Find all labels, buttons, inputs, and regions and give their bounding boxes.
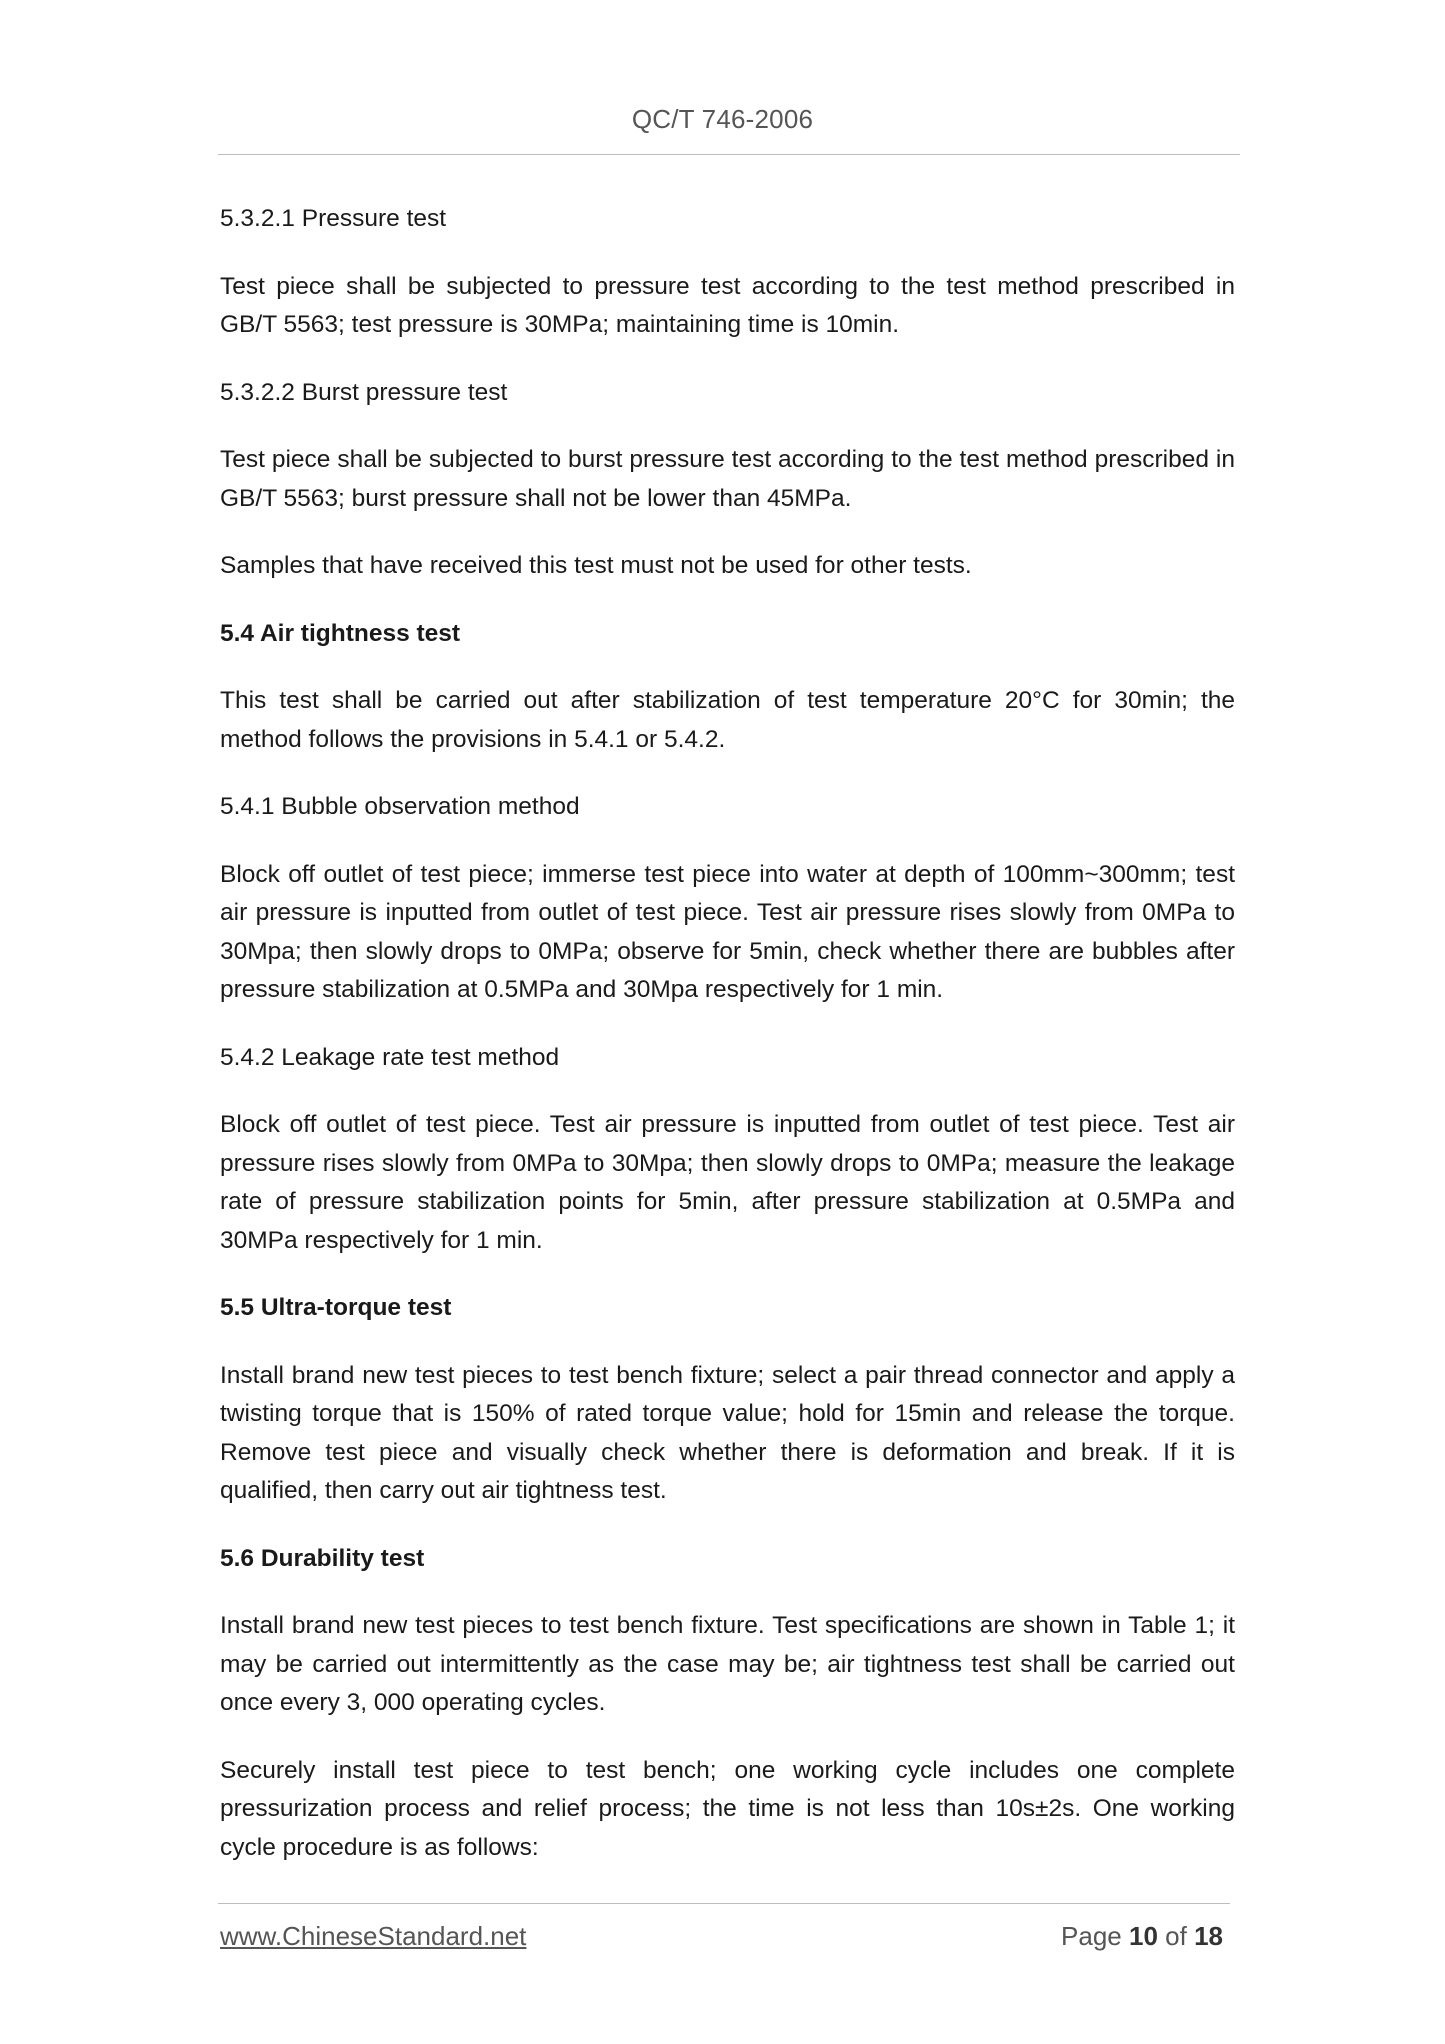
page-prefix: Page <box>1061 1921 1122 1951</box>
page-of: of <box>1165 1921 1187 1951</box>
page-total: 18 <box>1194 1921 1223 1951</box>
section-5-4-heading: 5.4 Air tightness test <box>220 619 461 647</box>
section-5-3-2-1-title: 5.3.2.1 Pressure test <box>220 205 447 232</box>
footer-divider <box>218 1903 1230 1904</box>
section-5-6-heading: 5.6 Durability test <box>220 1544 425 1572</box>
header-divider <box>218 154 1240 155</box>
section-5-4-2-title: 5.4.2 Leakage rate test method <box>220 1043 560 1071</box>
page-current: 10 <box>1129 1921 1158 1951</box>
section-5-4-1-title: 5.4.1 Bubble observation method <box>220 793 580 820</box>
section-5-6-text: Install brand new test pieces to test bench fixture. Test specifications are shown in Table 1; it may be carried out intermittently as the case may be; air tightness test shall be carried out once every 3, 000 operating cycles. <box>220 1612 1235 1716</box>
section-5-3-2-2-text: Test piece shall be subjected to burst pressure test according to the test method prescribed in GB/T 5563; burst pressure shall not be lower than 45MPa. <box>220 446 1235 512</box>
website-link[interactable]: www.ChineseStandard.net <box>220 1921 527 1951</box>
section-5-5-heading: 5.5 Ultra-torque test <box>220 1294 452 1321</box>
section-5-4-2-text: Block off outlet of test piece. Test air pressure is inputted from outlet of test piece. Test air pressure rises slowly from 0MPa to 30Mpa; then slowly drops to 0MPa; measure the leakage rate of pressure stabilization points for 5min, after pressure stabilization at 0.5MPa and 30MPa respectively for 1 min. <box>220 1111 1235 1254</box>
section-5-3-2-2-note: Samples that have received this test must not be used for other tests. <box>220 552 972 579</box>
section-5-4-text: This test shall be carried out after stabilization of test temperature 20°C for 30min; the method follows the provisions in 5.4.1 or 5.4.2. <box>220 687 1235 753</box>
page-number <box>1061 1921 1223 1952</box>
document-body <box>220 200 1235 1896</box>
document-header-title: QC/T 746-2006 <box>631 104 814 134</box>
section-5-5-text: Install brand new test pieces to test bench fixture; select a pair thread connector and apply a twisting torque that is 150% of rated torque value; hold for 15min and release the torque. Remove test piece and visually check whether there is deformation and break. If it is qualified, then carry out air tightness test. <box>220 1361 1235 1504</box>
section-5-4-1-text: Block off outlet of test piece; immerse test piece into water at depth of 100mm~300mm; test air pressure is inputted from outlet of test piece. Test air pressure rises slowly from 0MPa to 30Mpa; then slowly drops to 0MPa; observe for 5min, check whether there are bubbles after pressure stabilization at 0.5MPa and 30Mpa respectively for 1 min. <box>220 860 1235 1003</box>
section-5-3-2-2-title: 5.3.2.2 Burst pressure test <box>220 378 508 406</box>
section-5-3-2-1-text: Test piece shall be subjected to pressure test according to the test method prescribed in GB/T 5563; test pressure is 30MPa; maintaining time is 10min. <box>220 272 1235 338</box>
section-5-6-procedure-intro: Securely install test piece to test bench; one working cycle includes one complete pressurization process and relief process; the time is not less than 10s±2s. One working cycle procedure is as follows: <box>220 1756 1235 1861</box>
